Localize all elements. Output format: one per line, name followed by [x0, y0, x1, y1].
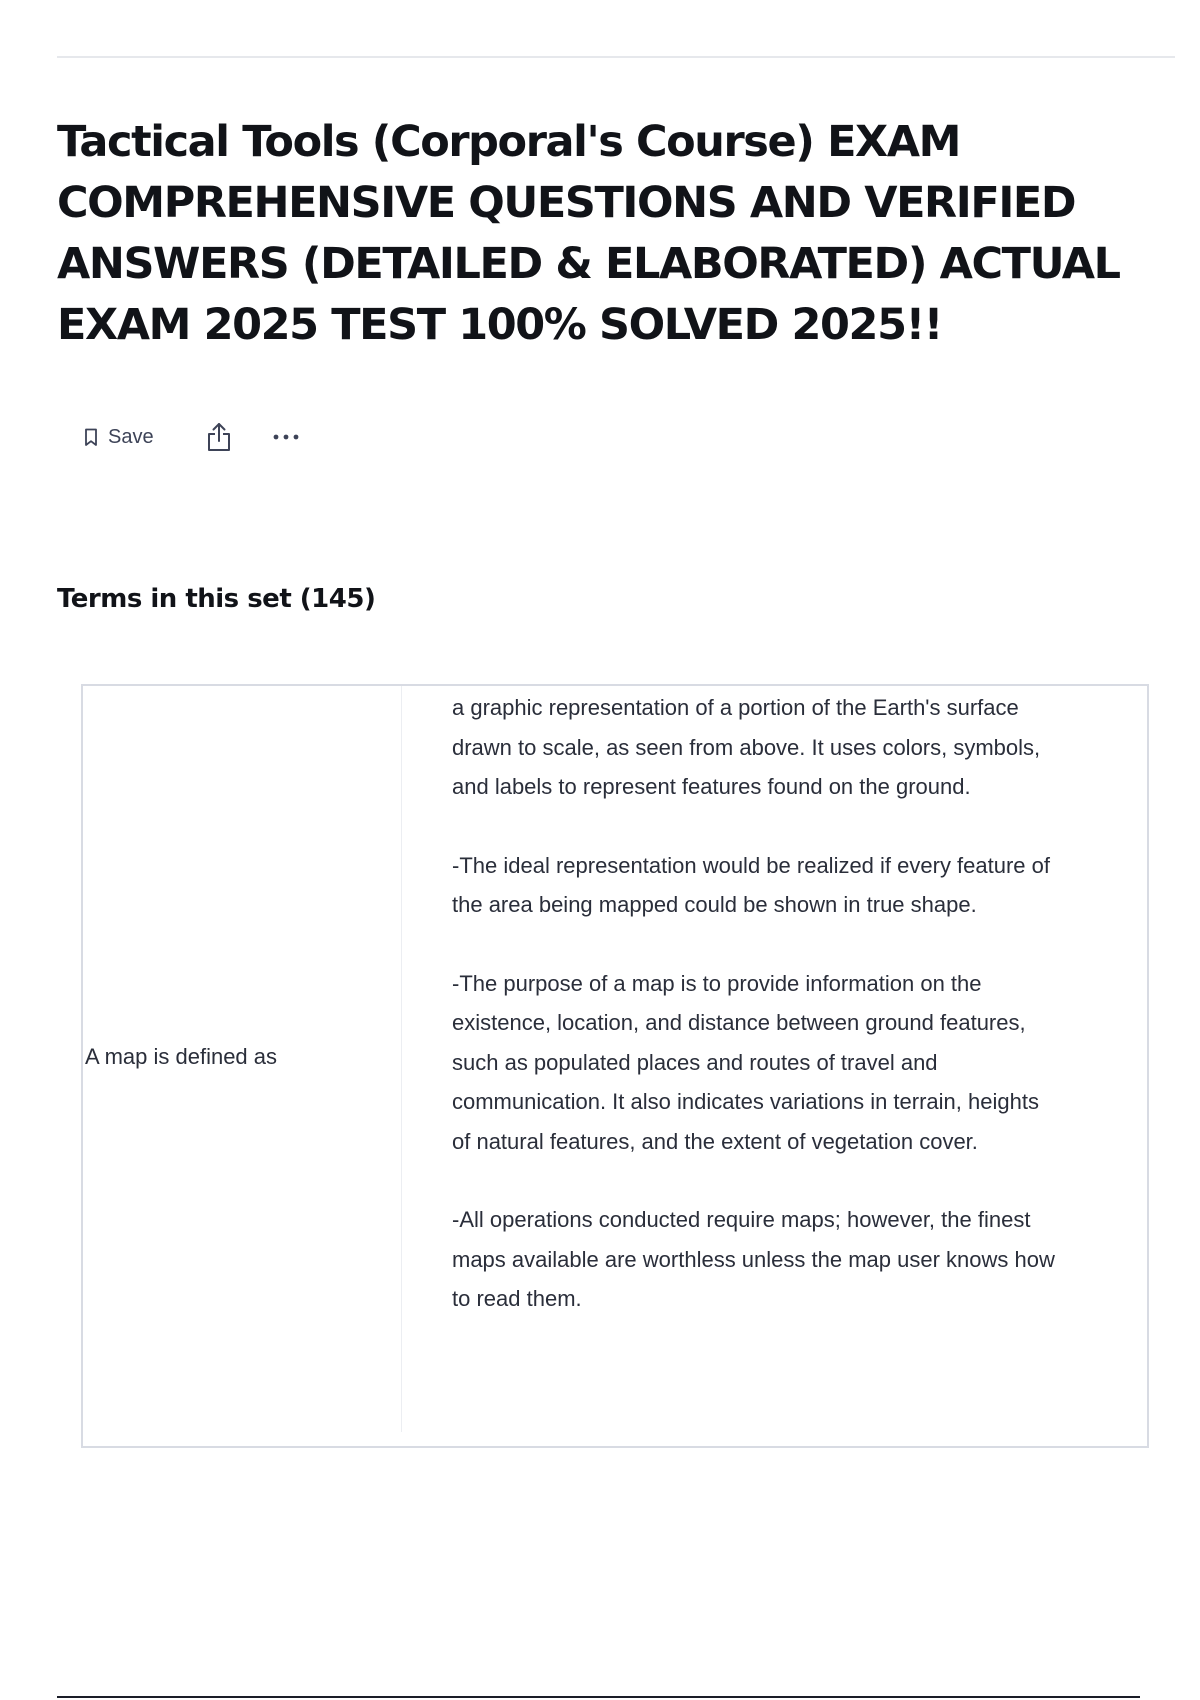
term-definition — [452, 688, 1062, 1319]
top-divider — [57, 56, 1175, 58]
term-word: A map is defined as — [85, 1044, 278, 1069]
definition-paragraph: -All operations conducted require maps; however, the finest maps available are worthless unless the map user knows how to read them. — [452, 1207, 1055, 1311]
share-button[interactable] — [206, 422, 232, 452]
bookmark-icon — [84, 428, 98, 447]
action-bar — [84, 418, 300, 456]
card-divider — [401, 686, 402, 1432]
more-options-button[interactable] — [272, 433, 300, 441]
more-options-icon — [272, 433, 300, 441]
bottom-divider — [57, 1696, 1140, 1698]
terms-heading: Terms in this set (145) — [57, 584, 376, 614]
page-title: Tactical Tools (Corporal's Course) EXAM COMPREHENSIVE QUESTIONS AND VERIFIED ANSWERS (DETAILED & ELABORATED) ACTUAL EXAM 2025 TEST 100% SOLVED 2025!! — [57, 117, 1120, 350]
save-label: Save — [108, 425, 154, 448]
definition-paragraph: -The ideal representation would be realized if every feature of the area being mapped could be shown in true shape. — [452, 852, 1051, 917]
definition-paragraph: a graphic representation of a portion of the Earth's surface drawn to scale, as seen from above. It uses colors, symbols, and labels to represent features found on the ground. — [452, 695, 1041, 799]
save-button[interactable] — [84, 426, 154, 449]
definition-paragraph: -The purpose of a map is to provide information on the existence, location, and distance between ground features, such as populated places and routes of travel and communication. It also indicates variations in terrain, heights of natural features, and the extent of vegetation cover. — [452, 970, 1039, 1154]
term-card — [81, 684, 1149, 1448]
share-icon — [206, 422, 232, 452]
